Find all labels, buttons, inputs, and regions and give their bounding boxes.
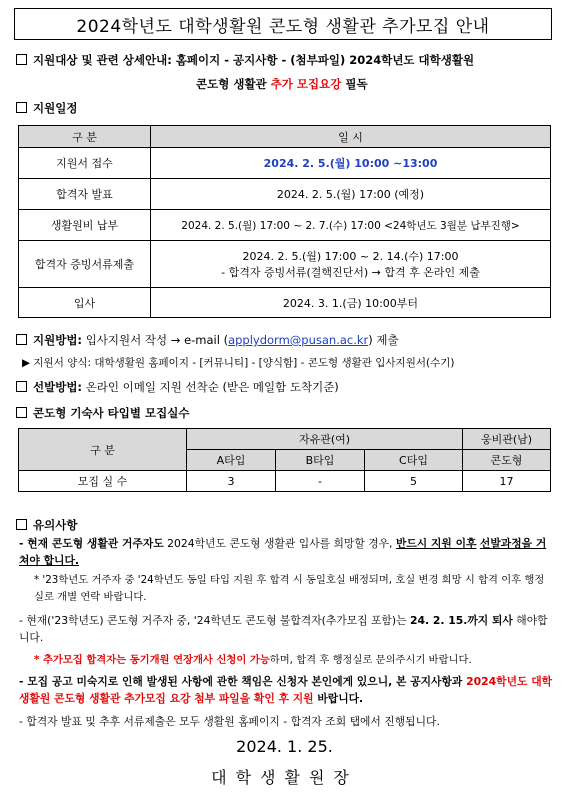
checkbox-square-icon — [16, 102, 27, 113]
table-row — [19, 179, 551, 210]
title-text: 2024학년도 대학생활원 콘도형 생활관 추가모집 안내 — [76, 16, 490, 37]
note-1-bold: - 현재 콘도형 생활관 거주자도 — [19, 537, 164, 550]
quota-value: 3 — [187, 471, 276, 492]
note-3-end: 바랍니다. — [313, 692, 364, 705]
note-2 — [19, 612, 553, 646]
note-3-red: 2024학년도 대학생활원 콘도형 생활관 추가모집 요강 첨부 파일을 확인 후 지원 — [19, 675, 553, 705]
target-text-1: 홈페이지 - 공지사항 - (첨부파일) 2024학년도 대학생활원 — [175, 53, 475, 67]
note-1-underline-1: 반드시 지원 이후 — [395, 537, 477, 550]
target-line-2 — [196, 76, 368, 92]
notes-heading-text: 유의사항 — [33, 518, 78, 532]
quota-col-category: 구 분 — [19, 429, 187, 471]
schedule-heading — [16, 100, 77, 116]
checkbox-square-icon — [16, 381, 27, 392]
selection-text: 온라인 이메일 지원 선착순 (받은 메일함 도착기준) — [82, 380, 339, 394]
note-1-underline-2: 선발과정을 거쳐야 합니다. — [19, 537, 547, 567]
note-2-bold: 24. 2. 15.까지 퇴사 — [409, 614, 513, 627]
note-1 — [19, 535, 553, 569]
method-text-a: 입사지원서 작성 → e-mail ( — [82, 333, 229, 347]
email-link[interactable]: applydorm@pusan.ac.kr — [228, 333, 369, 347]
schedule-label: 합격자 발표 — [19, 179, 151, 210]
checkbox-square-icon — [16, 407, 27, 418]
quota-heading — [16, 405, 189, 421]
quota-value: 17 — [463, 471, 551, 492]
schedule-value: 2024. 3. 1.(금) 10:00부터 — [151, 288, 551, 318]
checkbox-square-icon — [16, 519, 27, 530]
quota-value: 5 — [365, 471, 463, 492]
schedule-header-row — [19, 126, 551, 148]
table-row — [19, 210, 551, 241]
note-2-sub — [34, 652, 553, 669]
form-guide-line: ▶ 지원서 양식: 대학생활원 홈페이지 - [커뮤니티] - [양식함] - 콘도형 생활관 입사지원서(수기) — [22, 357, 455, 369]
selection-label: 선발방법: — [33, 380, 83, 394]
table-row — [19, 241, 551, 288]
method-label: 지원방법: — [33, 333, 83, 347]
quota-group-female: 자유관(여) — [187, 429, 463, 450]
schedule-value-line-2: - 합격자 증빙서류(결핵진단서) → 합격 후 온라인 제출 — [221, 266, 480, 279]
quota-heading-text: 콘도형 기숙사 타입별 모집실수 — [33, 406, 190, 420]
quota-type: B타입 — [276, 450, 365, 471]
schedule-label: 입사 — [19, 288, 151, 318]
schedule-value: 2024. 2. 5.(월) 10:00 ~13:00 — [151, 148, 551, 179]
quota-type: C타입 — [365, 450, 463, 471]
note-4: - 합격자 발표 및 추후 서류제출은 모두 생활원 홈페이지 - 합격자 조회 탭에서 진행됩니다. — [19, 715, 440, 728]
signature: 대학생활원장 — [211, 768, 358, 787]
target-text-2a: 콘도형 생활관 — [196, 77, 271, 91]
target-label: 지원대상 및 관련 상세안내: — [33, 53, 172, 67]
schedule-value: 2024. 2. 5.(월) 17:00 (예정) — [151, 179, 551, 210]
schedule-label: 합격자 증빙서류제출 — [19, 241, 151, 288]
note-2-end: 해야합니다. — [19, 614, 548, 644]
target-section — [16, 52, 474, 68]
note-1-text: 2024학년도 콘도형 생활관 입사를 희망할 경우, — [163, 537, 396, 550]
schedule-label: 생활원비 납부 — [19, 210, 151, 241]
note-1-sub: * '23학년도 거주자 중 '24학년도 동일 타입 지원 후 합격 시 동일호실 배정되며, 호실 변경 희망 시 합격 이후 행정실로 개별 연락 바랍니다. — [34, 574, 545, 603]
quota-group-male: 웅비관(남) — [463, 429, 551, 450]
quota-type: A타입 — [187, 450, 276, 471]
target-text-2b: 필독 — [341, 77, 368, 91]
table-row — [19, 148, 551, 179]
schedule-table — [18, 125, 551, 318]
quota-value: - — [276, 471, 365, 492]
schedule-col-category: 구 분 — [19, 126, 151, 148]
checkbox-square-icon — [16, 334, 27, 345]
note-3-text: - 모집 공고 미숙지로 인해 발생된 사항에 관한 책임은 신청자 본인에게 있으니, 본 공지사항과 — [19, 675, 467, 688]
method-text-b: ) 제출 — [368, 333, 399, 347]
method-section — [16, 332, 399, 348]
schedule-value-line-1: 2024. 2. 5.(월) 17:00 ~ 2. 14.(수) 17:00 — [242, 250, 459, 263]
note-2-sub-end: 하며, 합격 후 행정실로 문의주시기 바랍니다. — [269, 654, 472, 666]
quota-row-label: 모집 실 수 — [19, 471, 187, 492]
table-row — [19, 471, 551, 492]
quota-table — [18, 428, 551, 492]
table-row — [19, 288, 551, 318]
schedule-col-datetime: 일 시 — [151, 126, 551, 148]
target-highlight: 추가 모집요강 — [270, 77, 342, 91]
page-title — [14, 8, 552, 40]
notes-heading — [16, 517, 77, 533]
quota-group-row — [19, 429, 551, 450]
note-2-text: - 현재('23학년도) 콘도형 거주자 중, '24학년도 콘도형 불합격자(추가모집 포함)는 — [19, 614, 410, 627]
quota-type: 콘도형 — [463, 450, 551, 471]
schedule-value — [151, 241, 551, 288]
selection-section — [16, 379, 339, 395]
notice-date: 2024. 1. 25. — [236, 737, 333, 756]
schedule-value: 2024. 2. 5.(월) 17:00 ~ 2. 7.(수) 17:00 <24학년도 3월분 납부진행> — [151, 210, 551, 241]
schedule-heading-text: 지원일정 — [33, 101, 78, 115]
schedule-label: 지원서 접수 — [19, 148, 151, 179]
checkbox-square-icon — [16, 54, 27, 65]
note-3 — [19, 673, 553, 707]
note-2-sub-red: * 추가모집 합격자는 동기개원 연장개사 신청이 가능 — [34, 654, 270, 666]
